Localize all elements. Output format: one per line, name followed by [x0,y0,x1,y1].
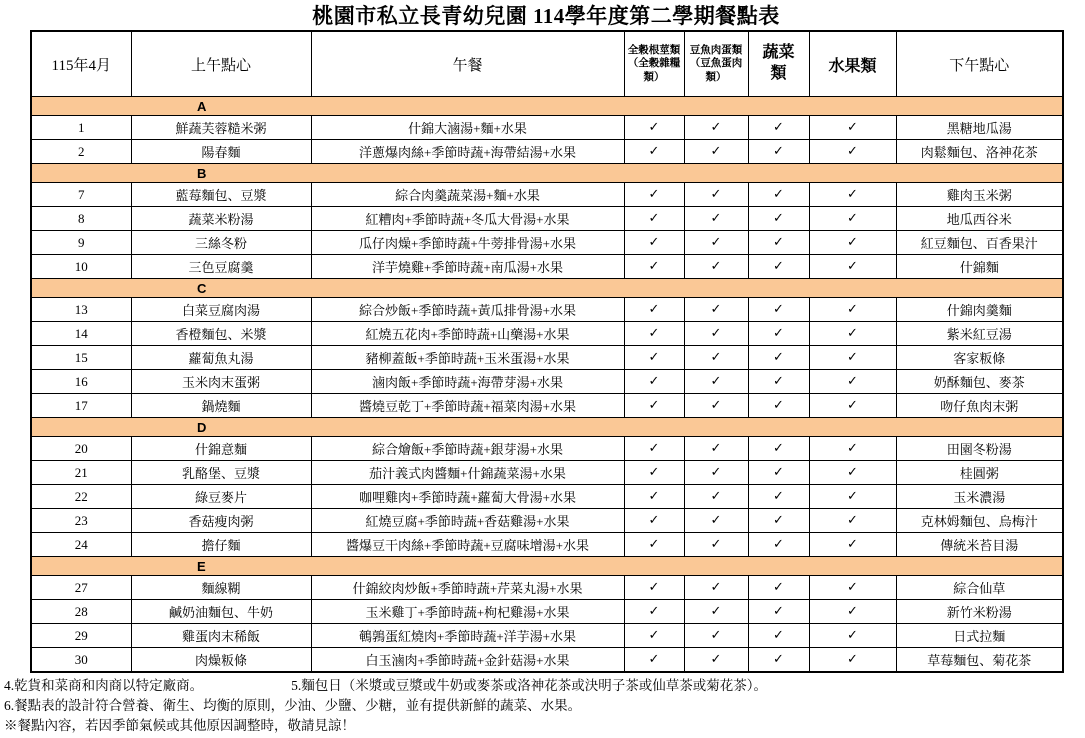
pm-snack-cell: 紫米紅豆湯 [896,322,1063,346]
am-snack-cell: 三絲冬粉 [131,231,311,255]
check-grains-cell: ✓ [624,116,684,140]
check-fruit-cell: ✓ [809,600,896,624]
lunch-cell: 茄汁義式肉醬麵+什錦蔬菜湯+水果 [311,461,624,485]
day-cell: 20 [31,437,131,461]
lunch-cell: 醬爆豆干肉絲+季節時蔬+豆腐味增湯+水果 [311,533,624,557]
check-grains-cell: ✓ [624,461,684,485]
check-grains-cell: ✓ [624,533,684,557]
day-cell: 13 [31,298,131,322]
check-vegetable-cell: ✓ [748,576,809,600]
check-protein-cell: ✓ [684,298,748,322]
am-snack-cell: 麵線糊 [131,576,311,600]
lunch-cell: 綜合肉羹蔬菜湯+麵+水果 [311,183,624,207]
check-fruit-cell: ✓ [809,437,896,461]
col-header-grains [624,31,684,97]
note-vendors: 4.乾貨和菜商和肉商以特定廠商。 [4,678,204,693]
pm-snack-cell: 田園冬粉湯 [896,437,1063,461]
check-fruit-cell: ✓ [809,394,896,418]
check-vegetable-cell: ✓ [748,207,809,231]
menu-row-day-13 [31,298,1063,322]
check-protein-cell: ✓ [684,322,748,346]
check-grains-cell: ✓ [624,576,684,600]
lunch-cell: 綜合燴飯+季節時蔬+銀芽湯+水果 [311,437,624,461]
section-band-a [31,97,1063,116]
lunch-cell: 白玉滷肉+季節時蔬+金針菇湯+水果 [311,648,624,673]
note-nutrition: 6.餐點表的設計符合營養、衛生、均衡的原則，少油、少鹽、少糖，並有提供新鮮的蔬菜、水果。 [4,698,582,713]
check-vegetable-cell: ✓ [748,255,809,279]
pm-snack-cell: 日式拉麵 [896,624,1063,648]
check-fruit-cell: ✓ [809,298,896,322]
check-fruit-cell: ✓ [809,231,896,255]
check-fruit-cell: ✓ [809,648,896,673]
check-protein-cell: ✓ [684,207,748,231]
check-vegetable-cell: ✓ [748,600,809,624]
check-protein-cell: ✓ [684,533,748,557]
check-protein-cell: ✓ [684,600,748,624]
check-fruit-cell: ✓ [809,116,896,140]
section-band-e [31,557,1063,576]
lunch-cell: 紅燒五花肉+季節時蔬+山藥湯+水果 [311,322,624,346]
check-fruit-cell: ✓ [809,576,896,600]
day-cell: 22 [31,485,131,509]
pm-snack-cell: 傳統米苔目湯 [896,533,1063,557]
pm-snack-cell: 新竹米粉湯 [896,600,1063,624]
day-cell: 30 [31,648,131,673]
pm-snack-cell: 綜合仙草 [896,576,1063,600]
pm-snack-cell: 克林姆麵包、烏梅汁 [896,509,1063,533]
pm-snack-cell: 草莓麵包、菊花茶 [896,648,1063,673]
check-grains-cell: ✓ [624,183,684,207]
menu-row-day-28 [31,600,1063,624]
check-fruit-cell: ✓ [809,533,896,557]
pm-snack-cell: 雞肉玉米粥 [896,183,1063,207]
check-vegetable-cell: ✓ [748,370,809,394]
check-vegetable-cell: ✓ [748,648,809,673]
section-label: C [31,279,1063,298]
menu-row-day-22 [31,485,1063,509]
menu-row-day-15 [31,346,1063,370]
check-grains-cell: ✓ [624,394,684,418]
check-grains-cell: ✓ [624,255,684,279]
am-snack-cell: 鍋燒麵 [131,394,311,418]
check-grains-cell: ✓ [624,437,684,461]
check-protein-cell: ✓ [684,648,748,673]
header-row [31,31,1063,97]
am-snack-cell: 香菇瘦肉粥 [131,509,311,533]
day-cell: 1 [31,116,131,140]
am-snack-cell: 鹹奶油麵包、牛奶 [131,600,311,624]
check-grains-cell: ✓ [624,600,684,624]
day-cell: 9 [31,231,131,255]
check-vegetable-cell: ✓ [748,624,809,648]
day-cell: 2 [31,140,131,164]
col-header-protein-main: 豆魚肉蛋類 [689,44,743,56]
check-grains-cell: ✓ [624,346,684,370]
lunch-cell: 洋蔥爆肉絲+季節時蔬+海帶結湯+水果 [311,140,624,164]
check-fruit-cell: ✓ [809,509,896,533]
day-cell: 24 [31,533,131,557]
lunch-cell: 綜合炒飯+季節時蔬+黃瓜排骨湯+水果 [311,298,624,322]
col-header-vegetable [748,31,809,97]
pm-snack-cell: 玉米濃湯 [896,485,1063,509]
am-snack-cell: 玉米肉末蛋粥 [131,370,311,394]
am-snack-cell: 乳酪堡、豆漿 [131,461,311,485]
menu-row-day-10 [31,255,1063,279]
day-cell: 15 [31,346,131,370]
col-header-protein-alt: （豆魚蛋肉類） [689,58,743,83]
lunch-cell: 紅糟肉+季節時蔬+冬瓜大骨湯+水果 [311,207,624,231]
section-label: D [31,418,1063,437]
day-cell: 28 [31,600,131,624]
check-fruit-cell: ✓ [809,183,896,207]
col-header-month: 115年4月 [31,31,131,97]
lunch-cell: 瓜仔肉燥+季節時蔬+牛蒡排骨湯+水果 [311,231,624,255]
col-header-grains-main: 全穀根莖類 [627,44,681,56]
check-vegetable-cell: ✓ [748,298,809,322]
col-header-fruit: 水果類 [809,31,896,97]
day-cell: 17 [31,394,131,418]
note-bread-day: 5.麵包日（米漿或豆漿或牛奶或麥茶或洛神花茶或決明子茶或仙草茶或菊花茶）。 [291,678,767,693]
am-snack-cell: 藍莓麵包、豆漿 [131,183,311,207]
check-vegetable-cell: ✓ [748,346,809,370]
menu-row-day-30 [31,648,1063,673]
check-vegetable-cell: ✓ [748,322,809,346]
check-vegetable-cell: ✓ [748,437,809,461]
footer-notes [4,676,1085,736]
check-protein-cell: ✓ [684,485,748,509]
section-label: A [31,97,1063,116]
day-cell: 21 [31,461,131,485]
lunch-cell: 滷肉飯+季節時蔬+海帶芽湯+水果 [311,370,624,394]
am-snack-cell: 香橙麵包、米漿 [131,322,311,346]
menu-row-day-1 [31,116,1063,140]
menu-row-day-17 [31,394,1063,418]
check-protein-cell: ✓ [684,346,748,370]
am-snack-cell: 鮮蔬芙蓉糙米粥 [131,116,311,140]
check-protein-cell: ✓ [684,255,748,279]
col-header-protein [684,31,748,97]
check-protein-cell: ✓ [684,461,748,485]
lunch-cell: 醬燒豆乾丁+季節時蔬+福菜肉湯+水果 [311,394,624,418]
day-cell: 29 [31,624,131,648]
check-grains-cell: ✓ [624,298,684,322]
check-fruit-cell: ✓ [809,485,896,509]
day-cell: 10 [31,255,131,279]
check-protein-cell: ✓ [684,183,748,207]
check-grains-cell: ✓ [624,322,684,346]
am-snack-cell: 白菜豆腐肉湯 [131,298,311,322]
menu-row-day-9 [31,231,1063,255]
pm-snack-cell: 什錦肉羹麵 [896,298,1063,322]
am-snack-cell: 蔬菜米粉湯 [131,207,311,231]
menu-row-day-23 [31,509,1063,533]
menu-row-day-20 [31,437,1063,461]
pm-snack-cell: 肉鬆麵包、洛神花茶 [896,140,1063,164]
check-fruit-cell: ✓ [809,255,896,279]
note-adjustment: ※餐點內容，若因季節氣候或其他原因調整時，敬請見諒！ [4,718,355,733]
am-snack-cell: 三色豆腐羹 [131,255,311,279]
check-protein-cell: ✓ [684,624,748,648]
lunch-cell: 什錦大滷湯+麵+水果 [311,116,624,140]
check-vegetable-cell: ✓ [748,116,809,140]
lunch-cell: 洋芋燒雞+季節時蔬+南瓜湯+水果 [311,255,624,279]
day-cell: 8 [31,207,131,231]
check-grains-cell: ✓ [624,624,684,648]
check-vegetable-cell: ✓ [748,461,809,485]
menu-row-day-14 [31,322,1063,346]
check-protein-cell: ✓ [684,140,748,164]
check-vegetable-cell: ✓ [748,140,809,164]
menu-row-day-29 [31,624,1063,648]
check-protein-cell: ✓ [684,394,748,418]
menu-row-day-21 [31,461,1063,485]
check-fruit-cell: ✓ [809,207,896,231]
pm-snack-cell: 黑糖地瓜湯 [896,116,1063,140]
check-vegetable-cell: ✓ [748,509,809,533]
check-fruit-cell: ✓ [809,370,896,394]
check-vegetable-cell: ✓ [748,394,809,418]
check-protein-cell: ✓ [684,370,748,394]
check-grains-cell: ✓ [624,140,684,164]
pm-snack-cell: 地瓜西谷米 [896,207,1063,231]
footer-line-1 [4,676,1085,696]
menu-row-day-16 [31,370,1063,394]
menu-table [30,30,1064,673]
check-vegetable-cell: ✓ [748,183,809,207]
am-snack-cell: 陽春麵 [131,140,311,164]
pm-snack-cell: 吻仔魚肉末粥 [896,394,1063,418]
am-snack-cell: 什錦意麵 [131,437,311,461]
day-cell: 27 [31,576,131,600]
pm-snack-cell: 桂圓粥 [896,461,1063,485]
lunch-cell: 鵪鶉蛋紅燒肉+季節時蔬+洋芋湯+水果 [311,624,624,648]
check-fruit-cell: ✓ [809,461,896,485]
day-cell: 23 [31,509,131,533]
pm-snack-cell: 奶酥麵包、麥茶 [896,370,1063,394]
check-fruit-cell: ✓ [809,346,896,370]
pm-snack-cell: 什錦麵 [896,255,1063,279]
menu-row-day-7 [31,183,1063,207]
section-band-d [31,418,1063,437]
col-header-am-snack: 上午點心 [131,31,311,97]
section-label: E [31,557,1063,576]
col-header-vegetable-label: 蔬菜類 [762,44,795,82]
check-protein-cell: ✓ [684,116,748,140]
lunch-cell: 咖哩雞肉+季節時蔬+蘿蔔大骨湯+水果 [311,485,624,509]
check-protein-cell: ✓ [684,509,748,533]
am-snack-cell: 擔仔麵 [131,533,311,557]
check-protein-cell: ✓ [684,437,748,461]
check-protein-cell: ✓ [684,576,748,600]
check-grains-cell: ✓ [624,648,684,673]
pm-snack-cell: 紅豆麵包、百香果汁 [896,231,1063,255]
check-vegetable-cell: ✓ [748,231,809,255]
section-label: B [31,164,1063,183]
am-snack-cell: 蘿蔔魚丸湯 [131,346,311,370]
menu-row-day-24 [31,533,1063,557]
check-fruit-cell: ✓ [809,140,896,164]
lunch-cell: 玉米雞丁+季節時蔬+枸杞雞湯+水果 [311,600,624,624]
day-cell: 16 [31,370,131,394]
col-header-grains-alt: （全穀雜糧類） [627,58,681,83]
check-protein-cell: ✓ [684,231,748,255]
check-grains-cell: ✓ [624,509,684,533]
menu-row-day-2 [31,140,1063,164]
day-cell: 7 [31,183,131,207]
am-snack-cell: 肉燥粄條 [131,648,311,673]
menu-row-day-27 [31,576,1063,600]
section-band-c [31,279,1063,298]
lunch-cell: 什錦絞肉炒飯+季節時蔬+芹菜丸湯+水果 [311,576,624,600]
am-snack-cell: 雞蛋肉末稀飯 [131,624,311,648]
am-snack-cell: 綠豆麥片 [131,485,311,509]
check-grains-cell: ✓ [624,231,684,255]
page-title: 桃園市私立長青幼兒園 114學年度第二學期餐點表 [312,4,780,28]
check-fruit-cell: ✓ [809,322,896,346]
check-vegetable-cell: ✓ [748,485,809,509]
check-fruit-cell: ✓ [809,624,896,648]
lunch-cell: 紅燒豆腐+季節時蔬+香菇雞湯+水果 [311,509,624,533]
col-header-pm-snack: 下午點心 [896,31,1063,97]
check-grains-cell: ✓ [624,207,684,231]
day-cell: 14 [31,322,131,346]
menu-row-day-8 [31,207,1063,231]
section-band-b [31,164,1063,183]
check-grains-cell: ✓ [624,485,684,509]
pm-snack-cell: 客家粄條 [896,346,1063,370]
check-grains-cell: ✓ [624,370,684,394]
col-header-lunch: 午餐 [311,31,624,97]
check-vegetable-cell: ✓ [748,533,809,557]
lunch-cell: 豬柳蓋飯+季節時蔬+玉米蛋湯+水果 [311,346,624,370]
